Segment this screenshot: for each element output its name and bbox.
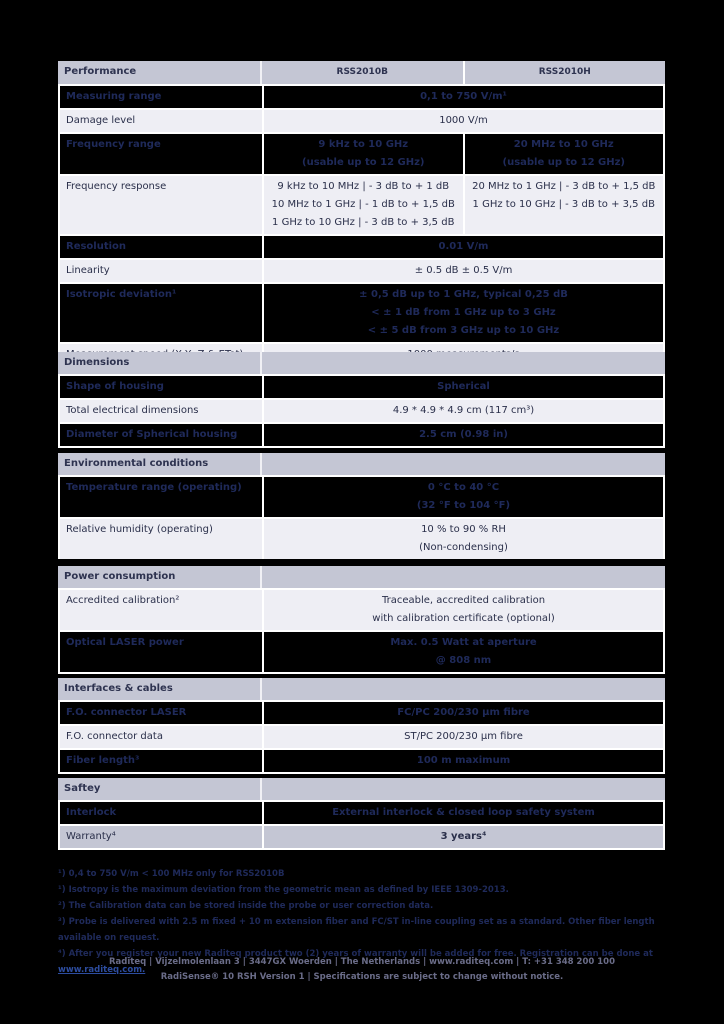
table-row <box>58 700 665 724</box>
value-line: 9 kHz to 10 GHz <box>318 139 409 150</box>
table-row <box>58 475 665 517</box>
value-line: (usable up to 12 GHz) <box>502 157 625 168</box>
interfaces-table <box>58 678 665 774</box>
value-line: < ± 5 dB from 3 GHz up to 10 GHz <box>367 325 560 336</box>
table-row <box>58 108 665 132</box>
value-line: 10 MHz to 1 GHz | - 1 dB to + 1,5 dB <box>271 199 455 210</box>
table-row <box>58 824 665 850</box>
header-spacer <box>260 778 665 800</box>
table-row <box>58 282 665 342</box>
value-rss2010b <box>264 176 463 234</box>
row-label: Total electrical dimensions <box>66 405 199 416</box>
header-spacer <box>260 566 665 588</box>
value-line: @ 808 nm <box>435 655 492 666</box>
row-label: Optical LASER power <box>66 637 184 648</box>
row-label: Temperature range (operating) <box>66 482 242 493</box>
dimensions-table <box>58 352 665 448</box>
row-label: Warranty⁴ <box>66 831 116 842</box>
value-line: (Non-condensing) <box>419 542 508 553</box>
performance-table <box>58 61 665 368</box>
row-value: 100 m maximum <box>262 750 663 772</box>
value-line: 1 GHz to 10 GHz | - 3 dB to + 3,5 dB <box>272 217 455 228</box>
column-header-rss2010h: RSS2010H <box>463 61 666 84</box>
section-title: Saftey <box>64 783 101 794</box>
section-title: Interfaces & cables <box>64 683 173 694</box>
row-value: 1000 V/m <box>262 110 663 132</box>
row-value: Spherical <box>262 376 663 398</box>
row-label: Isotropic deviation¹ <box>66 289 177 300</box>
section-title: Dimensions <box>64 357 130 368</box>
table-row <box>58 588 665 630</box>
table-header <box>58 678 665 700</box>
row-value: ± 0.5 dB ± 0.5 V/m <box>262 260 663 282</box>
table-row <box>58 800 665 824</box>
power-table <box>58 566 665 674</box>
value-line: (32 °F to 104 °F) <box>416 500 511 511</box>
value-line: ± 0,5 dB up to 1 GHz, typical 0,25 dB <box>359 289 568 300</box>
value-line: 20 MHz to 10 GHz <box>513 139 614 150</box>
header-spacer <box>260 352 665 374</box>
value-line: 1 GHz to 10 GHz | - 3 dB to + 3,5 dB <box>472 199 655 210</box>
table-row <box>58 132 665 174</box>
row-label: Frequency response <box>66 181 167 192</box>
column-headers <box>260 61 665 84</box>
row-value: FC/PC 200/230 µm fibre <box>262 702 663 724</box>
row-label: F.O. connector LASER <box>66 707 187 718</box>
row-value <box>262 477 663 517</box>
table-header <box>58 352 665 374</box>
header-spacer <box>260 453 665 475</box>
row-value: 4.9 * 4.9 * 4.9 cm (117 cm³) <box>262 400 663 422</box>
row-value: 2.5 cm (0.98 in) <box>262 424 663 446</box>
table-row <box>58 748 665 774</box>
table-header <box>58 453 665 475</box>
value-rss2010h <box>463 134 664 174</box>
registration-link[interactable]: www.raditeq.com. <box>58 965 146 975</box>
value-line: Traceable, accredited calibration <box>381 595 546 606</box>
row-label: Shape of housing <box>66 381 164 392</box>
row-value <box>262 284 663 342</box>
value-line: Max. 0.5 Watt at aperture <box>390 637 537 648</box>
row-label: Fiber length³ <box>66 755 140 766</box>
row-label: Interlock <box>66 807 117 818</box>
row-label: Relative humidity (operating) <box>66 524 213 535</box>
value-line: 0 °C to 40 °C <box>427 482 500 493</box>
table-row <box>58 630 665 674</box>
footnote: ³) Probe is delivered with 2.5 m fixed + 10 m extension fiber and FC/ST in-line coupling set as a standard. Other fiber length available on request. <box>58 917 655 943</box>
row-value: 0,1 to 750 V/m¹ <box>262 86 663 108</box>
row-values <box>262 176 663 234</box>
page-footer <box>0 955 724 985</box>
table-row <box>58 422 665 448</box>
value-line: 9 kHz to 10 MHz | - 3 dB to + 1 dB <box>277 181 450 192</box>
row-value: External interlock & closed loop safety system <box>262 802 663 824</box>
value-line: with calibration certificate (optional) <box>372 613 555 624</box>
environmental-table <box>58 453 665 559</box>
table-row <box>58 234 665 258</box>
section-title: Power consumption <box>64 571 176 582</box>
value-line: (usable up to 12 GHz) <box>302 157 425 168</box>
row-label: Frequency range <box>66 139 161 150</box>
footer-version: RadiSense® 10 RSH Version 1 | Specifications are subject to change without notice. <box>160 972 564 982</box>
row-value <box>262 590 663 630</box>
footnote: ²) The Calibration data can be stored inside the probe or user correction data. <box>58 901 434 911</box>
footnote: ¹) 0,4 to 750 V/m < 100 MHz only for RSS2010B <box>58 869 285 879</box>
footnote: ¹) Isotropy is the maximum deviation from the geometric mean as defined by IEEE 1309-2013. <box>58 885 509 895</box>
row-values <box>262 134 663 174</box>
value-line: 10 % to 90 % RH <box>421 524 506 535</box>
value-line: 20 MHz to 1 GHz | - 3 dB to + 1,5 dB <box>472 181 656 192</box>
table-row <box>58 724 665 748</box>
row-label: F.O. connector data <box>66 731 163 742</box>
row-value <box>262 519 663 559</box>
column-header-rss2010b: RSS2010B <box>336 67 388 77</box>
row-label: Resolution <box>66 241 127 252</box>
row-label: Measuring range <box>66 91 162 102</box>
table-row <box>58 398 665 422</box>
section-title: Performance <box>64 66 137 77</box>
row-label: Accredited calibration² <box>66 595 180 606</box>
value-rss2010b <box>264 134 463 174</box>
section-title: Environmental conditions <box>64 458 209 469</box>
table-row <box>58 517 665 559</box>
row-label: Linearity <box>66 265 110 276</box>
footnote-text: ⁴) After you register your new Raditeq product two (2) years of warranty will be added for free. Registration can be done at <box>58 949 653 959</box>
table-row <box>58 374 665 398</box>
table-row <box>58 84 665 108</box>
table-header <box>58 566 665 588</box>
table-header <box>58 778 665 800</box>
table-row <box>58 258 665 282</box>
table-header <box>58 61 665 84</box>
row-label: Damage level <box>66 115 136 126</box>
value-rss2010h <box>463 176 664 234</box>
row-label: Diameter of Spherical housing <box>66 429 238 440</box>
row-value: ST/PC 200/230 µm fibre <box>262 726 663 748</box>
table-row <box>58 174 665 234</box>
footer-contact: Raditeq | Vijzelmolenlaan 3 | 3447GX Woerden | The Netherlands | www.raditeq.com | T: +31 348 200 100 <box>108 957 615 967</box>
safety-table <box>58 778 665 850</box>
row-value <box>262 632 663 672</box>
header-spacer <box>260 678 665 700</box>
row-value: 0.01 V/m <box>262 236 663 258</box>
value-line: < ± 1 dB from 1 GHz up to 3 GHz <box>371 307 556 318</box>
row-value: 3 years⁴ <box>262 826 663 848</box>
